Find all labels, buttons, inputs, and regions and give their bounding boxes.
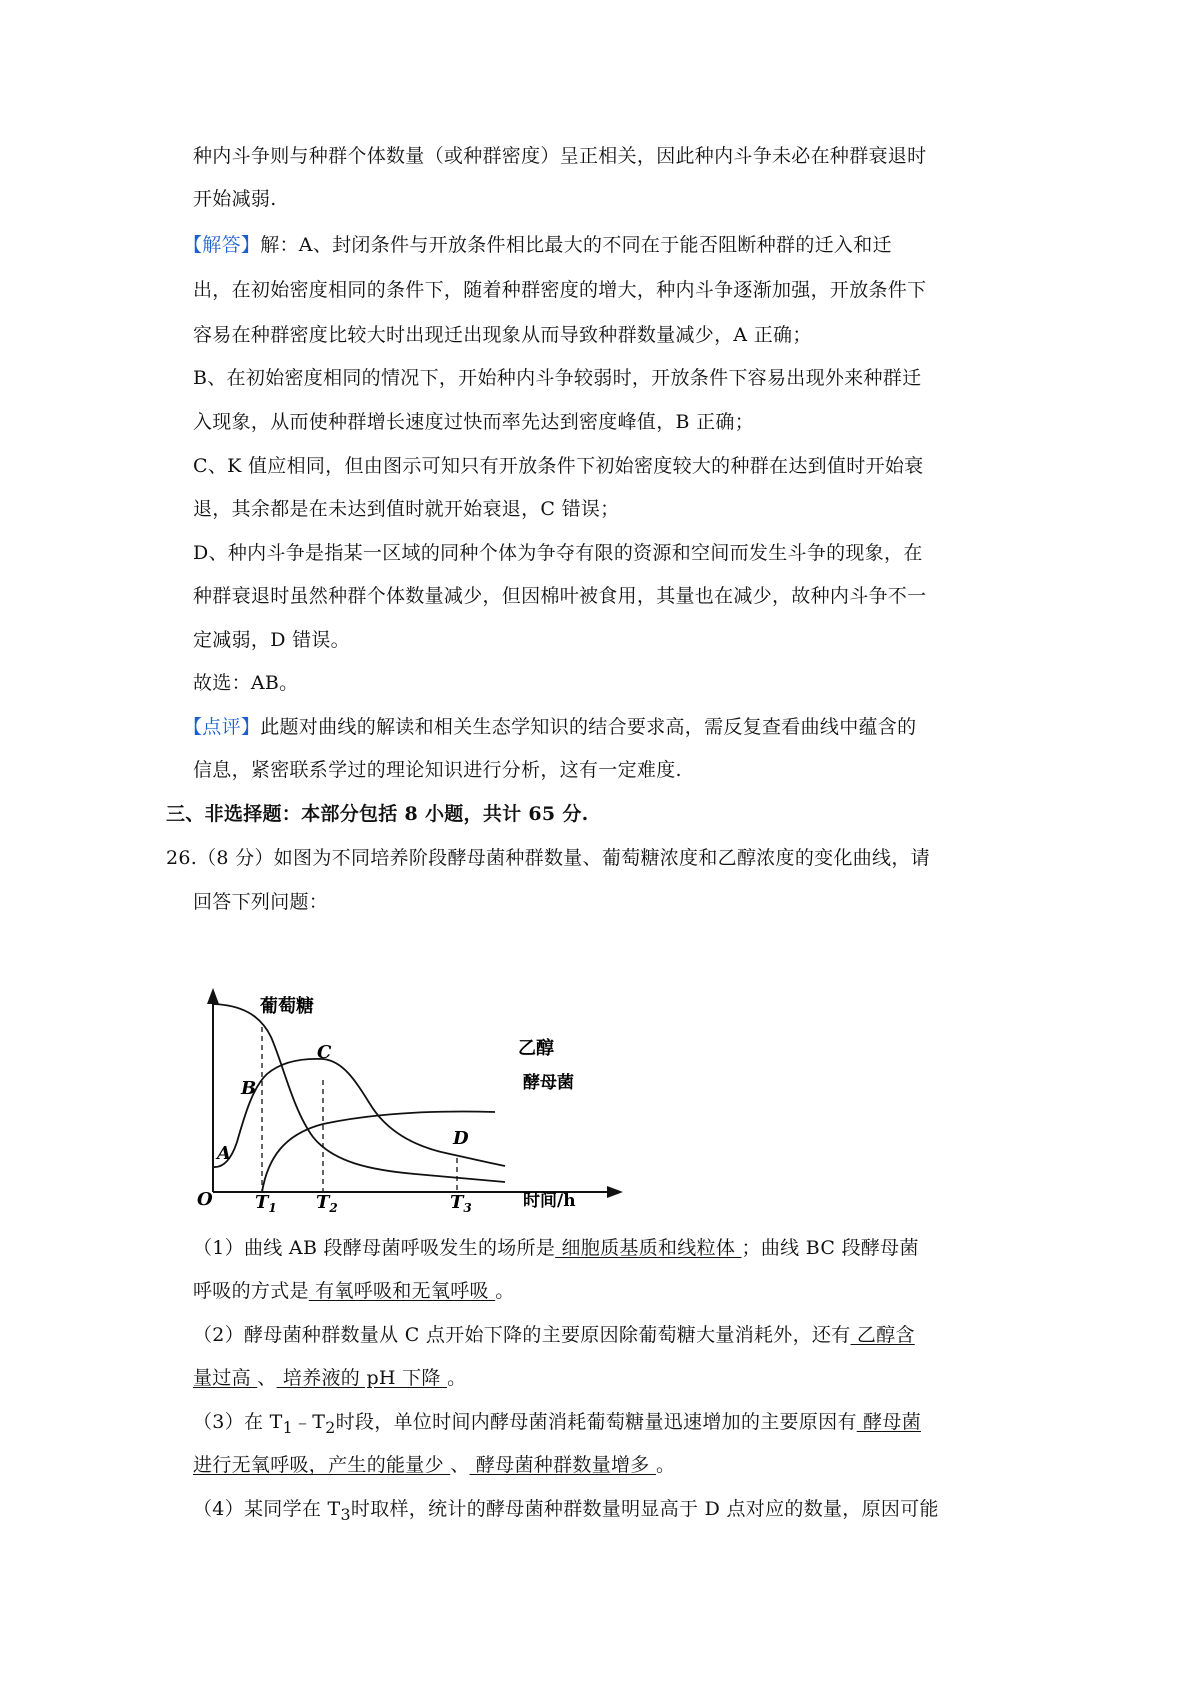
- text-line: 回答下列问题：: [193, 891, 329, 913]
- question-2-line: 量过高 、 培养液的 pH 下降 。: [193, 1367, 467, 1389]
- answer-blank: 量过高: [193, 1367, 258, 1389]
- text-line: 种群衰退时虽然种群个体数量减少，但因棉叶被食用，其量也在减少，故种内斗争不一: [193, 585, 927, 607]
- point-a-label: A: [217, 1143, 231, 1164]
- answer-blank: 乙醇含: [850, 1324, 915, 1346]
- yeast-label: 酵母菌: [523, 1073, 574, 1093]
- yeast-curve: [213, 1059, 505, 1167]
- answer-blank: 有氧呼吸和无氧呼吸: [308, 1280, 496, 1302]
- ethanol-curve: [262, 1112, 495, 1193]
- ethanol-label: 乙醇: [518, 1038, 554, 1059]
- answer-blank: 细胞质基质和线粒体: [555, 1237, 742, 1259]
- answer-blank: 进行无氧呼吸，产生的能量少: [193, 1454, 451, 1476]
- question-2-line: （2）酵母菌种群数量从 C 点开始下降的主要原因除葡萄糖大量消耗外，还有 乙醇含: [193, 1324, 915, 1346]
- glucose-curve: [213, 1004, 505, 1182]
- section-heading: 三、非选择题：本部分包括 8 小题，共计 65 分.: [166, 803, 589, 825]
- question-3-line: （3）在 $T_1﹣T_2$时段，单位时间内酵母菌消耗葡萄糖量迅速增加的主要原因有 酵母菌: [193, 1411, 921, 1437]
- yeast-culture-figure: [197, 992, 665, 1215]
- answer-tag: 【解答】: [183, 234, 261, 256]
- text-line: 种内斗争则与种群个体数量（或种群密度）呈正相关，因此种内斗争未必在种群衰退时: [193, 145, 927, 167]
- x-axis-label: 时间/h: [523, 1191, 576, 1211]
- t3-label: $T_3$: [450, 1192, 472, 1215]
- text-line: D、种内斗争是指某一区域的同种个体为争夺有限的资源和空间而发生斗争的现象，在: [193, 542, 923, 564]
- text-line: 故选：AB。: [193, 672, 299, 694]
- text-line: B、在初始密度相同的情况下，开始种内斗争较弱时，开放条件下容易出现外来种群迁: [193, 367, 922, 389]
- text-line: C、K 值应相同，但由图示可知只有开放条件下初始密度较大的种群在达到值时开始衰: [193, 455, 924, 477]
- question-3-line: 进行无氧呼吸，产生的能量少 、 酵母菌种群数量增多 。: [193, 1454, 676, 1476]
- answer-section-line: 【解答】解：A、封闭条件与开放条件相比最大的不同在于能否阻断种群的迁入和迁: [183, 234, 892, 256]
- comment-section-line: 【点评】此题对曲线的解读和相关生态学知识的结合要求高，需反复查看曲线中蕴含的: [183, 716, 917, 738]
- t1-label: $T_1$: [255, 1192, 277, 1215]
- text-line: 信息，紧密联系学过的理论知识进行分析，这有一定难度.: [193, 759, 682, 781]
- point-b-label: B: [241, 1078, 257, 1099]
- question-4-line: （4）某同学在 $T_3$时取样，统计的酵母菌种群数量明显高于 D 点对应的数量，原因可能: [193, 1498, 939, 1524]
- origin-label: O: [197, 1189, 213, 1210]
- question-stem: 26.（8 分）如图为不同培养阶段酵母菌种群数量、葡萄糖浓度和乙醇浓度的变化曲线，请: [166, 847, 930, 869]
- question-1-line: （1）曲线 AB 段酵母菌呼吸发生的场所是 细胞质基质和线粒体 ；曲线 BC 段酵母菌: [193, 1237, 919, 1259]
- t2-label: $T_2$: [316, 1192, 338, 1215]
- point-c-label: C: [317, 1042, 332, 1063]
- text-line: 定减弱，D 错误。: [193, 629, 350, 651]
- point-d-label: D: [453, 1128, 469, 1149]
- answer-blank: 酵母菌: [856, 1411, 921, 1433]
- text-line: 退，其余都是在未达到值时就开始衰退，C 错误；: [193, 498, 620, 520]
- glucose-label: 葡萄糖: [260, 996, 314, 1017]
- answer-blank: 酵母菌种群数量增多: [469, 1454, 656, 1476]
- text-line: 容易在种群密度比较大时出现迁出现象从而导致种群数量减少，A 正确；: [193, 324, 812, 346]
- text-line: 入现象，从而使种群增长速度过快而率先达到密度峰值，B 正确；: [193, 411, 755, 433]
- comment-tag: 【点评】: [183, 716, 261, 738]
- text-line: 出，在初始密度相同的条件下，随着种群密度的增大，种内斗争逐渐加强，开放条件下: [193, 279, 927, 301]
- answer-blank: 培养液的 pH 下降: [276, 1367, 448, 1389]
- text-line: 开始减弱.: [193, 188, 277, 210]
- question-1-line: 呼吸的方式是 有氧呼吸和无氧呼吸 。: [193, 1280, 515, 1302]
